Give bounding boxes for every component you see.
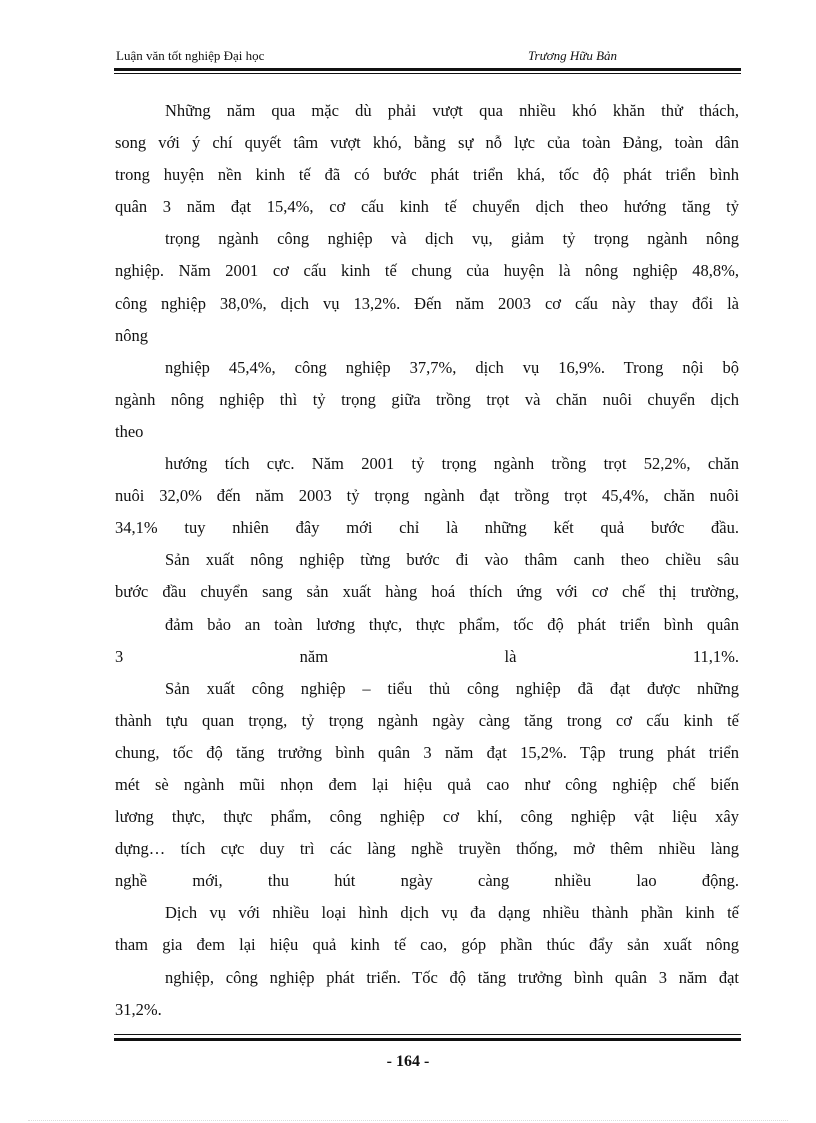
text-line: nghiệp 45,4%, công nghiệp 37,7%, dịch vụ 16,9%. Trong nội bộ	[165, 357, 739, 377]
text-line: trọng ngành công nghiệp và dịch vụ, giảm tỷ trọng ngành nông	[165, 229, 739, 249]
text-line: đảm bảo an toàn lương thực, thực phẩm, tốc độ phát triển bình quân	[165, 614, 739, 634]
page-edge-divider	[28, 1120, 788, 1121]
text-line: thành tựu quan trọng, tỷ trọng ngành ngày càng tăng trong cơ cấu kinh tế	[115, 710, 739, 730]
footer-rule-thin	[114, 1034, 741, 1035]
text-line: chung, tốc độ tăng trưởng bình quân 3 năm đạt 15,2%. Tập trung phát triển	[115, 742, 739, 762]
text-line: mét sè ngành mũi nhọn đem lại hiệu quả cao như công nghiệp chế biến	[115, 774, 739, 794]
text-line: công nghiệp 38,0%, dịch vụ 13,2%. Đến năm 2003 cơ cấu này thay đổi là	[115, 293, 739, 313]
text-line: nông	[115, 325, 148, 345]
text-line: nghiệp, công nghiệp phát triển. Tốc độ tăng trưởng bình quân 3 năm đạt	[165, 967, 739, 987]
text-line: nghiệp. Năm 2001 cơ cấu kinh tế chung của huyện là nông nghiệp 48,8%,	[115, 261, 739, 281]
text-line: 34,1% tuy nhiên đây mới chỉ là những kết quả bước đầu.	[115, 518, 739, 538]
text-line: tham gia đem lại hiệu quả kinh tế cao, góp phần thúc đẩy sản xuất nông	[115, 935, 739, 955]
text-line: 3 năm là 11,1%.	[115, 646, 739, 666]
page-header	[114, 46, 740, 66]
header-rule-thin	[114, 73, 741, 74]
text-line: song với ý chí quyết tâm vượt khó, bằng sự nỗ lực của toàn Đảng, toàn dân	[115, 133, 739, 153]
text-line: Những năm qua mặc dù phải vượt qua nhiều khó khăn thử thách,	[165, 101, 739, 120]
text-line: dựng… tích cực duy trì các làng nghề truyền thống, mở thêm nhiều làng	[115, 839, 739, 859]
text-line: nuôi 32,0% đến năm 2003 tỷ trọng ngành đạt trồng trọt 45,4%, chăn nuôi	[115, 486, 739, 506]
text-line: nghề mới, thu hút ngày càng nhiều lao động.	[115, 871, 739, 891]
text-line: Sản xuất công nghiệp – tiểu thủ công nghiệp đã đạt được những	[165, 678, 739, 698]
text-line: ngành nông nghiệp thì tỷ trọng giữa trồng trọt và chăn nuôi chuyển dịch	[115, 389, 739, 409]
text-line: theo	[115, 421, 144, 441]
text-line: quân 3 năm đạt 15,4%, cơ cấu kinh tế chuyển dịch theo hướng tăng tỷ	[115, 197, 739, 217]
header-rule-thick	[114, 68, 741, 71]
text-line: hướng tích cực. Năm 2001 tỷ trọng ngành trồng trọt 52,2%, chăn	[165, 454, 739, 474]
text-line: 31,2%.	[115, 999, 162, 1019]
page-number: - 164 -	[386, 1053, 430, 1070]
text-line: Dịch vụ với nhiều loại hình dịch vụ đa dạng nhiều thành phần kinh tế	[165, 903, 739, 923]
text-line: trong huyện nền kinh tế đã có bước phát triển khá, tốc độ phát triển bình	[115, 165, 739, 185]
document-body	[115, 95, 739, 1026]
text-line: Sản xuất nông nghiệp từng bước đi vào thâm canh theo chiều sâu	[165, 550, 739, 570]
header-author-name: Trương Hữu Bản	[528, 48, 618, 63]
header-thesis-title: Luận văn tốt nghiệp Đại học	[116, 48, 265, 63]
text-line: lương thực, thực phẩm, công nghiệp cơ khí, công nghiệp vật liệu xây	[115, 807, 739, 827]
text-line: bước đầu chuyển sang sản xuất hàng hoá thích ứng với cơ chế thị trường,	[115, 582, 739, 602]
footer-rule-thick	[114, 1038, 741, 1041]
